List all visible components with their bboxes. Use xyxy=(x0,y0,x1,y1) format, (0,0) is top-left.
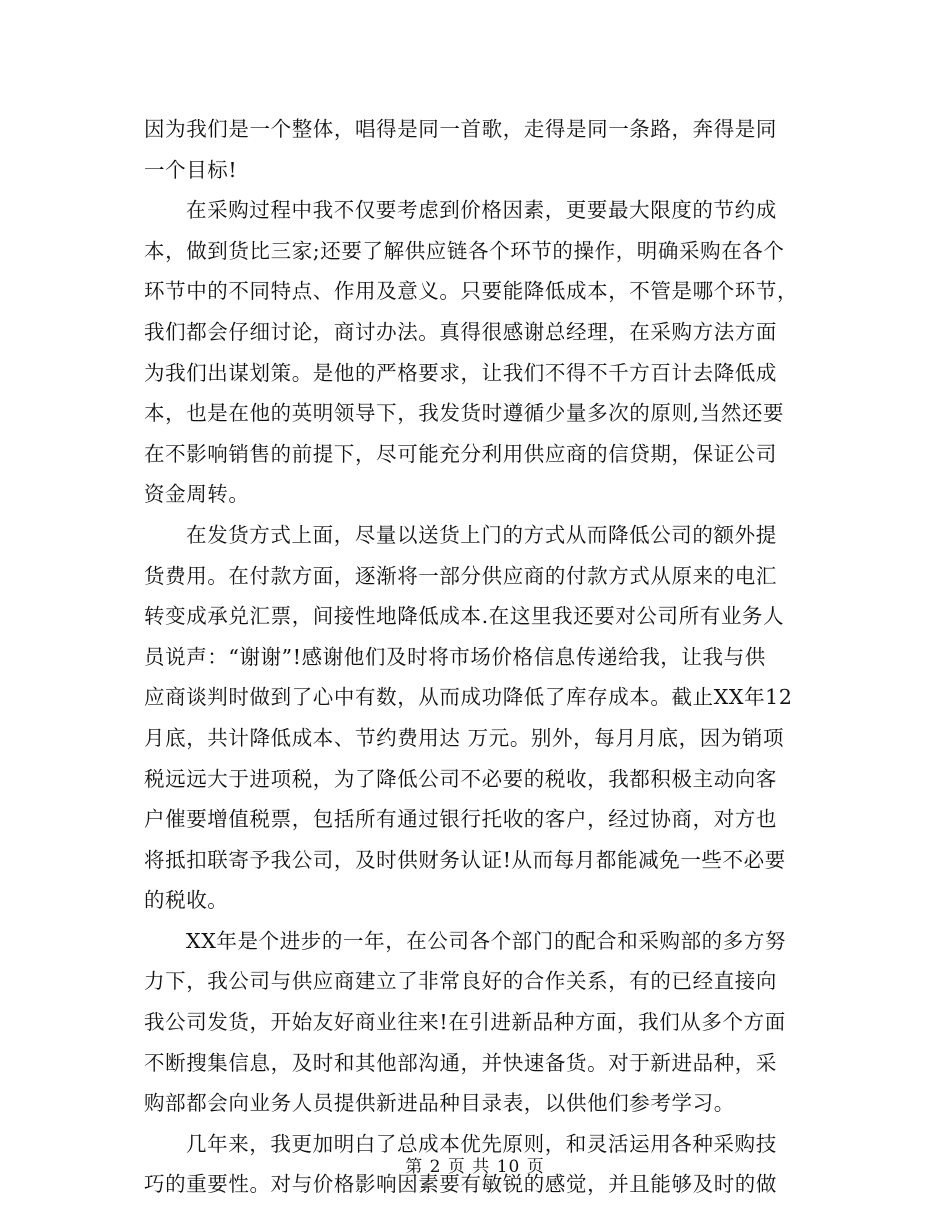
text-line: 一个目标! xyxy=(144,157,238,182)
paragraph-start-line: XX年是个进步的一年，在公司各个部门的配合和采购部的多方努 xyxy=(186,928,787,953)
text-line: 将抵扣联寄予我公司，及时供财务认证!从而每月都能减免一些不必要 xyxy=(144,847,786,872)
paragraph-start-line: 在采购过程中我不仅要考虑到价格因素，更要最大限度的节约成 xyxy=(186,198,777,223)
document-body xyxy=(144,109,814,1205)
paragraph-start-line: 几年来，我更加明白了总成本优先原则，和灵活运用各种采购技 xyxy=(186,1131,777,1156)
text-line: 货费用。在付款方面，逐渐将一部分供应商的付款方式从原来的电汇 xyxy=(144,563,777,588)
text-line: 转变成承兑汇票，间接性地降低成本.在这里我还要对公司所有业务人 xyxy=(144,604,785,629)
text-line: 的税收。 xyxy=(144,888,229,913)
text-line: 不断搜集信息，及时和其他部沟通，并快速备货。对于新进品种，采 xyxy=(144,1050,777,1075)
paragraph-start-line: 在发货方式上面，尽量以送货上门的方式从而降低公司的额外提 xyxy=(186,522,777,547)
text-line: 我们都会仔细讨论，商讨办法。真得很感谢总经理，在采购方法方面 xyxy=(144,319,777,344)
text-line: 为我们出谋划策。是他的严格要求，让我们不得不千方百计去降低成 xyxy=(144,360,777,385)
text-line: 员说声：“谢谢”!感谢他们及时将市场价格信息传递给我，让我与供 xyxy=(144,644,766,669)
text-line: 在不影响销售的前提下，尽可能充分利用供应商的信贷期，保证公司 xyxy=(144,441,777,466)
text-line: 本，也是在他的英明领导下，我发货时遵循少量多次的原则,当然还要 xyxy=(144,401,785,426)
text-line: 力下，我公司与供应商建立了非常良好的合作关系，有的已经直接向 xyxy=(144,969,777,994)
text-line: 资金周转。 xyxy=(144,482,250,507)
text-line: 因为我们是一个整体，唱得是同一首歌，走得是同一条路，奔得是同 xyxy=(144,117,777,141)
text-line: 本，做到货比三家;还要了解供应链各个环节的操作，明确采购在各个 xyxy=(144,238,785,263)
text-line: 环节中的不同特点、作用及意义。只要能降低成本，不管是哪个环节， xyxy=(144,279,799,304)
text-line: 应商谈判时做到了心中有数，从而成功降低了库存成本。截止XX年12 xyxy=(144,685,793,710)
text-line: 税远远大于进项税，为了降低公司不必要的税收，我都积极主动向客 xyxy=(144,766,777,791)
text-line: 购部都会向业务人员提供新进品种目录表，以供他们参考学习。 xyxy=(144,1091,735,1116)
text-line: 户催要增值税票，包括所有通过银行托收的客户，经过协商，对方也 xyxy=(144,807,777,832)
text-line: 巧的重要性。对与价格影响因素要有敏锐的感觉，并且能够及时的做 xyxy=(144,1172,777,1197)
text-line: 我公司发货，开始友好商业往来!在引进新品种方面，我们从多个方面 xyxy=(144,1010,786,1035)
page-number-footer: 第 2 页 共 10 页 xyxy=(405,1157,545,1177)
text-line: 月底，共计降低成本、节约费用达 万元。别外，每月月底，因为销项 xyxy=(144,725,785,750)
